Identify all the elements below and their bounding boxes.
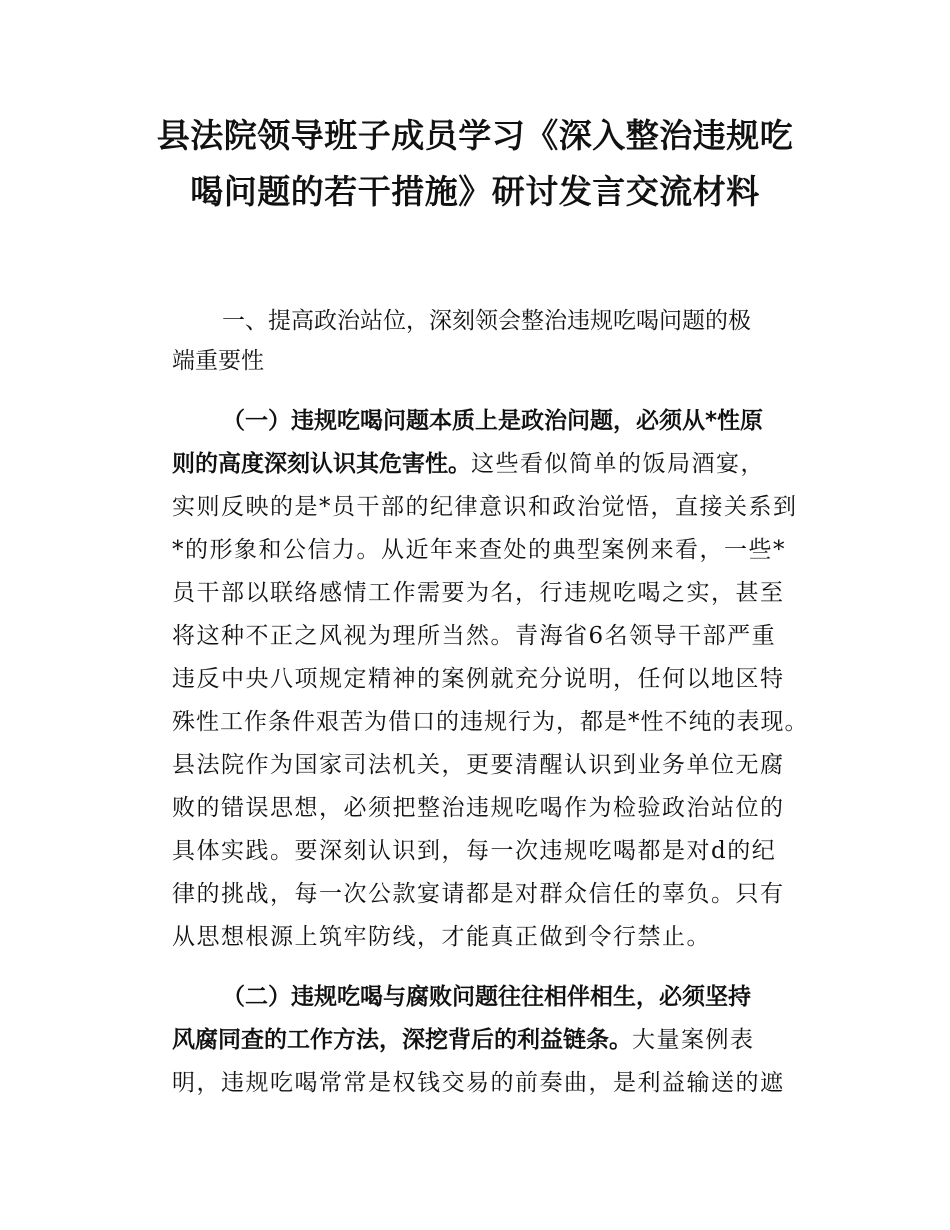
para-1-body-text: 这些看似简单的饭局酒宴，: [471, 451, 765, 477]
para-1-line-9: 县法院作为国家司法机关，更要清醒认识到业务单位无腐: [172, 752, 785, 778]
para-1-line-4: *的形象和公信力。从近年来查处的典型案例来看，一些*: [172, 537, 786, 563]
para-1-line-11: 具体实践。要深刻认识到，每一次违规吃喝都是对d的纪: [172, 838, 777, 864]
para-2-body-text: 大量案例表: [632, 1027, 755, 1053]
para-2-line-1: [222, 980, 751, 1014]
para-2-lead-text: （二）违规吃喝与腐败问题往往相伴相生，必须坚持: [222, 984, 751, 1010]
para-1-lead-text-end: 则的高度深刻认识其危害性。: [172, 451, 471, 477]
document-title-line-1: 县法院领导班子成员学习《深入整治违规吃: [156, 116, 794, 155]
para-2-lead-text-end: 风腐同查的工作方法，深挖背后的利益链条。: [172, 1027, 632, 1053]
para-2-line-2: [172, 1023, 755, 1057]
para-1-line-5: 员干部以联络感情工作需要为名，行违规吃喝之实，甚至: [172, 580, 785, 606]
para-2-line-3: 明，违规吃喝常常是权钱交易的前奏曲，是利益输送的遮: [172, 1070, 785, 1096]
para-1-line-7: 违反中央八项规定精神的案例就充分说明，任何以地区特: [172, 666, 785, 692]
para-1-line-2: [172, 447, 765, 481]
section-1-heading-line-1: 一、提高政治站位，深刻领会整治违规吃喝问题的极: [222, 308, 751, 334]
para-1-line-6: 将这种不正之风视为理所当然。青海省6名领导干部严重: [172, 623, 777, 649]
para-1-lead-text: （一）违规吃喝问题本质上是政治问题，必须从*性原: [222, 408, 764, 434]
para-1-line-13: 从思想根源上筑牢防线，才能真正做到令行禁止。: [172, 924, 711, 950]
section-1-heading-line-2: 端重要性: [172, 348, 264, 374]
para-1-line-12: 律的挑战，每一次公款宴请都是对群众信任的辜负。只有: [172, 881, 785, 907]
para-1-line-10: 败的错误思想，必须把整治违规吃喝作为检验政治站位的: [172, 795, 785, 821]
para-1-line-3: 实则反映的是*员干部的纪律意识和政治觉悟，直接关系到: [172, 494, 798, 520]
document-title-line-2: 喝问题的若干措施》研讨发言交流材料: [190, 172, 760, 211]
para-1-line-1: [222, 404, 763, 438]
para-1-line-8: 殊性工作条件艰苦为借口的违规行为，都是*性不纯的表现。: [172, 709, 809, 735]
